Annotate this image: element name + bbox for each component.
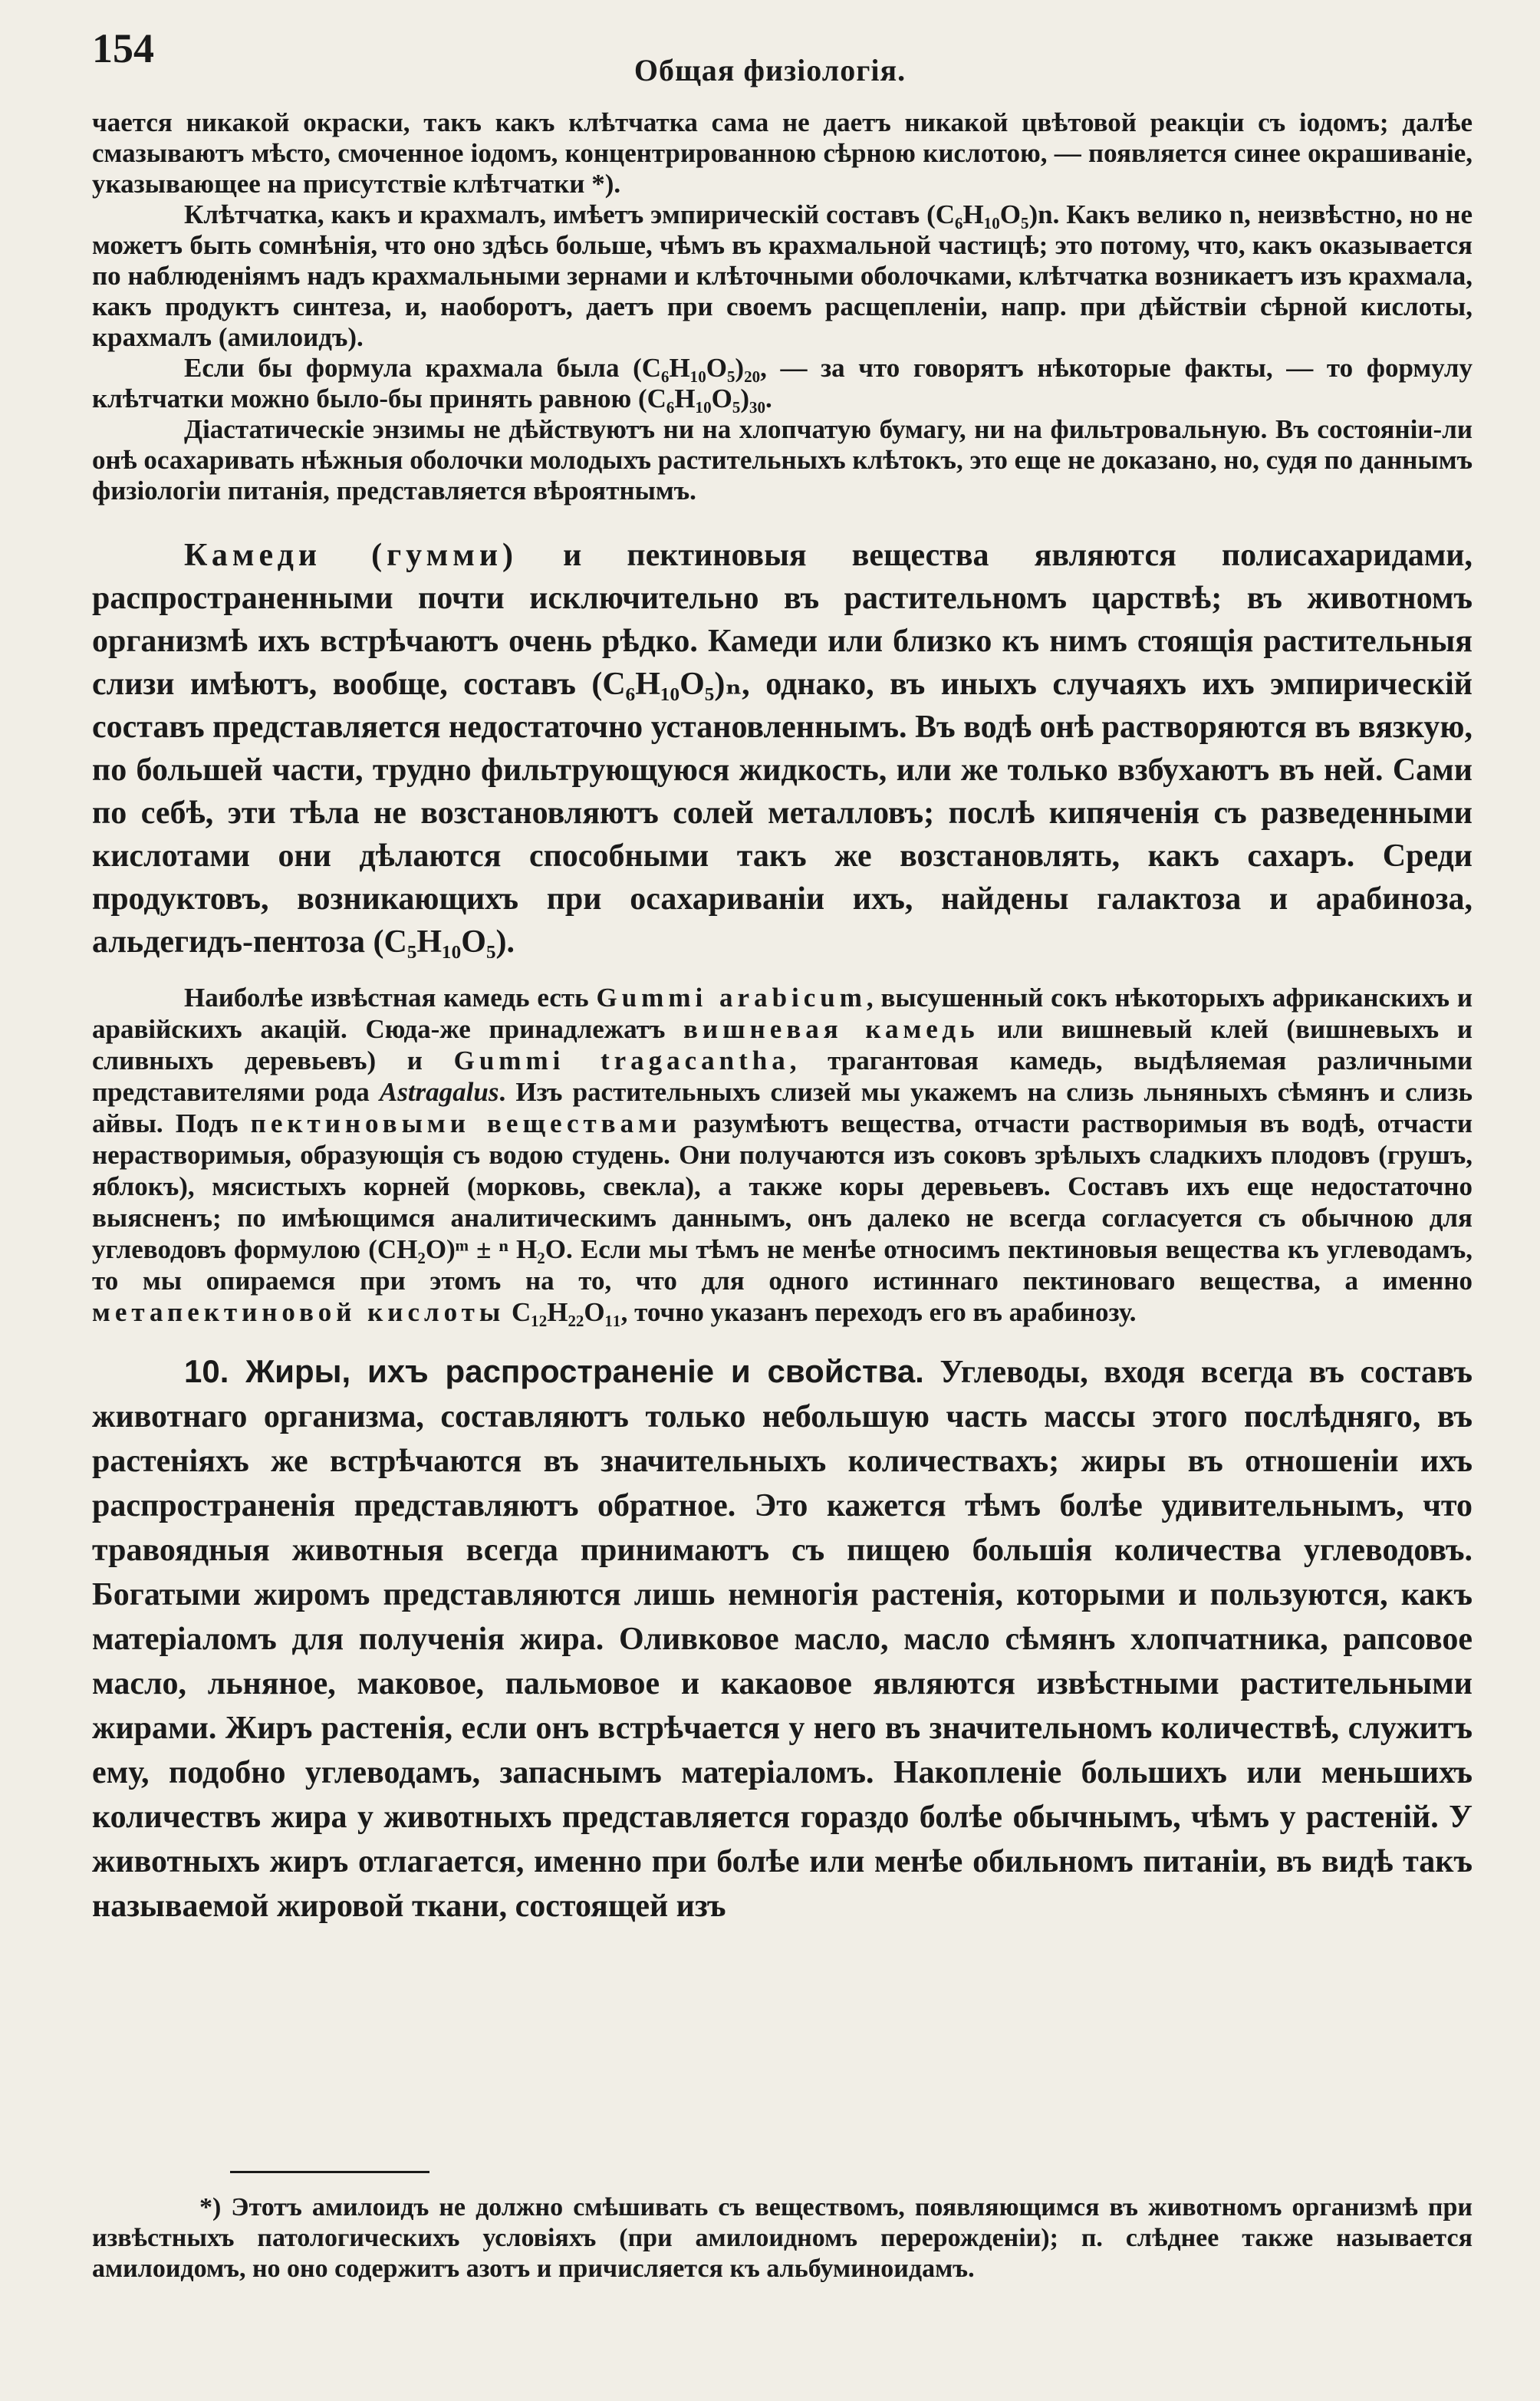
paragraph: Клѣтчатка, какъ и крахмалъ, имѣетъ эмпирическій составъ (C₆H₁₀O₅)n. Какъ велико n, неизвѣстно, но не можетъ быть сомнѣнія, что оно здѣсь больше, чѣмъ въ крахмальной частицѣ; это потому, что, какъ оказывается по наблюденіямъ надъ крахмальными зернами и клѣточными оболочками, клѣтчатка возникаетъ изъ крахмала, какъ продуктъ синтеза, и, наоборотъ, даетъ при своемъ расщепленіи, напр. при дѣйствіи сѣрной кислоты, крахмалъ (амилоидъ).	[92, 199, 1473, 352]
italic-term: Astragalus	[379, 1077, 499, 1107]
spaced-term: метапектиновой кислоты	[92, 1297, 505, 1327]
spaced-term: Gummi arabicum	[596, 983, 867, 1013]
paragraph	[92, 982, 1473, 1328]
spaced-term: Камеди (гумми)	[184, 538, 518, 573]
text-run: или вишневый клей (вишневыхъ и сливныхъ деревьевъ) и	[92, 1014, 1473, 1075]
section-10	[92, 1349, 1473, 1928]
spaced-term: пектиновыми веществами	[250, 1108, 682, 1138]
footnote-text: *) Этотъ амилоидъ не должно смѣшивать съ веществомъ, появляющимся въ животномъ организмѣ при извѣстныхъ патологическихъ условіяхъ (при амилоидномъ перерожденіи); п. слѣднее также называется амилоидомъ, но оно содержитъ азотъ и причисляется къ альбуминоидамъ.	[92, 2193, 1473, 2283]
text-run: , трагантовая камедь, выдѣляемая различными представителями рода	[92, 1046, 1473, 1107]
footnote	[92, 2192, 1473, 2284]
spaced-term: вишневая камедь	[683, 1014, 979, 1044]
paragraph-text: и пектиновыя вещества являются полисахаридами, распространенными почти исключительно въ растительномъ царствѣ; въ животномъ организмѣ ихъ встрѣчаютъ очень рѣдко. Камеди или близко къ нимъ стоящія растительныя слизи имѣютъ, вообще, составъ (C₆H₁₀O₅)ₙ, однако, въ иныхъ случаяхъ ихъ эмпирическій составъ представляется недостаточно установленнымъ. Въ водѣ онѣ растворяются въ вязкую, по большей части, трудно фильтрующуюся жидкость, или же только взбухаютъ въ ней. Сами по себѣ, эти тѣла не возстановляютъ солей металловъ; послѣ кипяченія съ разведенными кислотами они дѣлаются способными такъ же возстановлять, какъ сахаръ. Среди продуктовъ, возникающихъ при осахариваніи ихъ, найдены галактоза и арабиноза, альдегидъ-пентоза (C₅H₁₀O₅).	[92, 538, 1473, 960]
page-body	[92, 107, 1473, 1928]
paragraph: чается никакой окраски, такъ какъ клѣтчатка сама не даетъ никакой цвѣтовой реакціи съ іодомъ; далѣе смазываютъ мѣсто, смоченное іодомъ, концентрированною сѣрною кислотою, — появляется синее окрашиваніе, указывающее на присутствіе клѣтчатки *).	[92, 107, 1473, 199]
gum-paragraph	[92, 534, 1473, 963]
section-heading: 10. Жиры, ихъ распространеніе и свойства.	[184, 1353, 924, 1389]
text-run: разумѣютъ вещества, отчасти растворимыя въ водѣ, отчасти нерастворимыя, образующія съ водою студень. Они получаются изъ соковъ зрѣлыхъ сладкихъ плодовъ (грушъ, яблокъ), мясистыхъ корней (морковь, свекла), а также коры деревьевъ. Составъ ихъ еще недостаточно выясненъ; по имѣющимся аналитическимъ даннымъ, онъ далеко не всегда согласуется съ обычною для углеводовъ формулою (CH₂O)ᵐ ± ⁿ H₂O. Если мы тѣмъ не менѣе относимъ пектиновыя вещества къ углеводамъ, то мы опираемся при этомъ на то, что для одного истиннаго пектиноваго вещества, а именно	[92, 1108, 1473, 1296]
page-header	[0, 15, 1540, 87]
paragraph	[92, 1349, 1473, 1928]
paragraph: Діастатическіе энзимы не дѣйствуютъ ни на хлопчатую бумагу, ни на фильтровальную. Въ состояніи-ли онѣ осахаривать нѣжныя оболочки молодыхъ растительныхъ клѣтокъ, это еще не доказано, но, судя по даннымъ физіологіи питанія, представляется вѣроятнымъ.	[92, 414, 1473, 506]
page-number: 154	[92, 25, 154, 71]
running-title: Общая физіологія.	[633, 53, 907, 87]
paragraph-text: Углеводы, входя всегда въ составъ животнаго организма, составляютъ только небольшую часть массы этого послѣдняго, въ растеніяхъ же встрѣчаются въ значительныхъ количествахъ; жиры въ отношеніи ихъ распространенія представляютъ обратное. Это кажется тѣмъ болѣе удивительнымъ, что травоядныя животныя всегда принимаютъ съ пищею большія количества углеводовъ. Богатыми жиромъ представляются лишь немногія растенія, которыми и пользуются, какъ матеріаломъ для полученія жира. Оливковое масло, масло сѣмянъ хлопчатника, рапсовое масло, льняное, маковое, пальмовое и какаовое являются извѣстными растительными жирами. Жиръ растенія, если онъ встрѣчается у него въ значительномъ количествѣ, служитъ ему, подобно углеводамъ, запаснымъ матеріаломъ. Накопленіе большихъ или меньшихъ количествъ жира у животныхъ представляется гораздо болѣе обычнымъ, чѣмъ у растеній. У животныхъ жиръ отлагается, именно при болѣе или менѣе обильномъ питаніи, въ видѣ такъ называемой жировой ткани, состоящей изъ	[92, 1355, 1473, 1924]
text-run: . Изъ растительныхъ слизей мы укажемъ на слизь льняныхъ сѣмянъ и слизь айвы. Подъ	[92, 1077, 1473, 1138]
paragraph	[92, 534, 1473, 963]
text-run: Наиболѣе извѣстная камедь есть	[184, 983, 597, 1013]
text-run: C₁₂H₂₂O₁₁, точно указанъ переходъ его въ арабинозу.	[505, 1297, 1137, 1327]
footnote-divider	[230, 2171, 429, 2173]
spaced-term: Gummi tragacantha	[453, 1046, 790, 1075]
text-run: , высушенный сокъ нѣкоторыхъ африканскихъ и аравійскихъ акацій. Сюда-же принадлежатъ	[92, 983, 1473, 1044]
cellulose-paragraphs	[92, 107, 1473, 506]
paragraph: Если бы формула крахмала была (C₆H₁₀O₅)₂₀, — за что говорятъ нѣкоторые факты, — то формулу клѣтчатки можно было-бы принять равною (C₆H₁₀O₅)₃₀.	[92, 353, 1473, 413]
gum-examples-paragraph	[92, 982, 1473, 1328]
